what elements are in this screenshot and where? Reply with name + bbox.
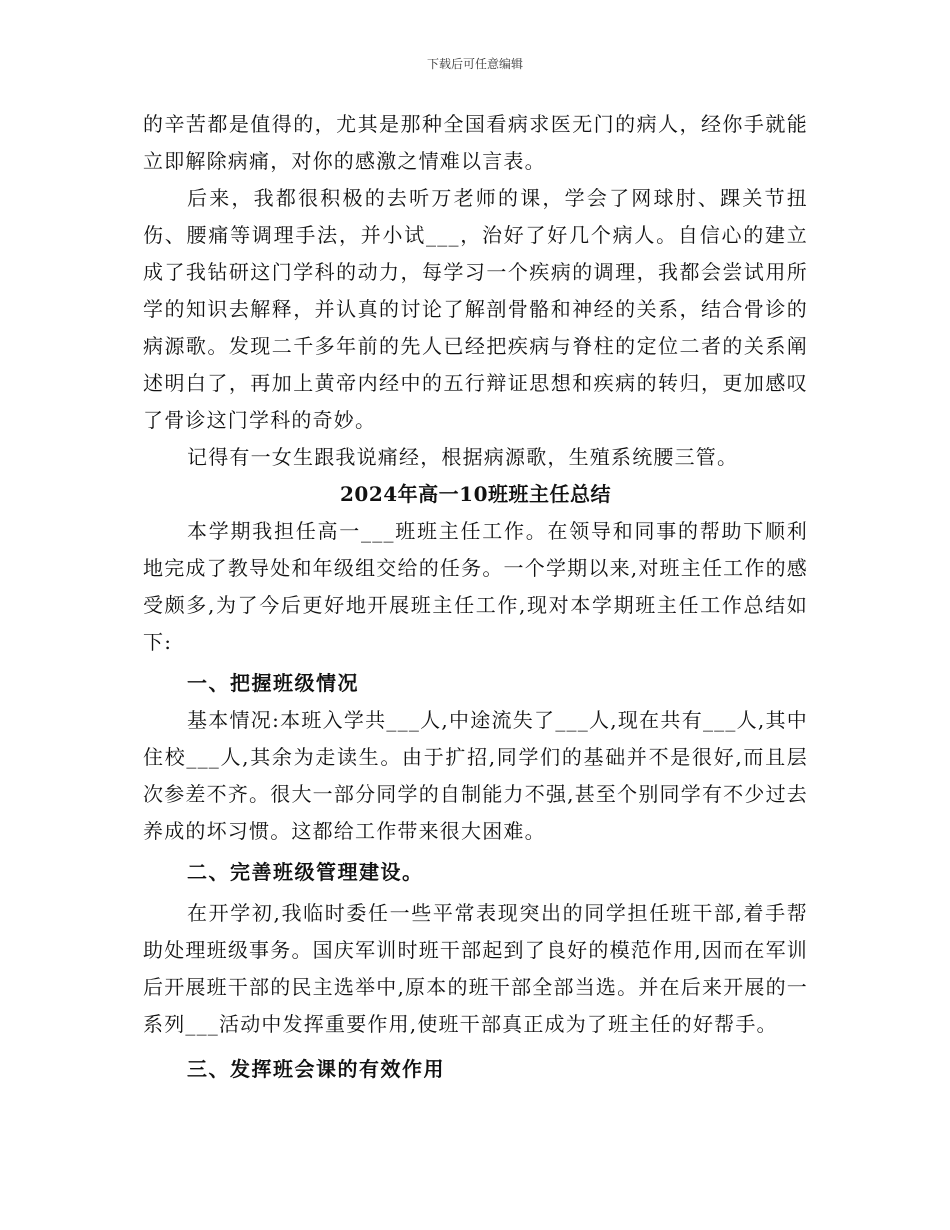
- document-body: [143, 106, 808, 1088]
- paragraph-4: 本学期我担任高一___班班主任工作。在领导和同事的帮助下顺利地完成了教导处和年级组交给的任务。一个学期以来,对班主任工作的感受颇多,为了今后更好地开展班主任工作,现对本学期班主任工作总结如下:: [143, 519, 808, 654]
- header-note: 下载后可任意编辑: [426, 57, 523, 71]
- paragraph-3: 记得有一女生跟我说痛经，根据病源歌，生殖系统腰三管。: [187, 445, 739, 469]
- section-heading-1: 一、把握班级情况: [187, 671, 359, 695]
- paragraph-5: 基本情况:本班入学共___人,中途流失了___人,现在共有___人,其中住校___人,其余为走读生。由于扩招,同学们的基础并不是很好,而且层次参差不齐。很大一部分同学的自制能力不强,甚至个别同学有不少过去养成的坏习惯。这都给工作带来很大困难。: [143, 708, 808, 843]
- paragraph-2: 后来，我都很积极的去听万老师的课，学会了网球肘、踝关节扭伤、腰痛等调理手法，并小试___，治好了好几个病人。自信心的建立成了我钻研这门学科的动力，每学习一个疾病的调理，我都会尝试用所学的知识去解释，并认真的讨论了解剖骨骼和神经的关系，结合骨诊的病源歌。发现二千多年前的先人已经把疾病与脊柱的定位二者的关系阐述明白了，再加上黄帝内经中的五行辩证思想和疾病的转归，更加感叹了骨诊这门学科的奇妙。: [143, 186, 808, 432]
- document-title: 2024年高一10班班主任总结: [340, 482, 611, 506]
- section-heading-3: 三、发挥班会课的有效作用: [187, 1057, 445, 1081]
- paragraph-6: 在开学初,我临时委任一些平常表现突出的同学担任班干部,着手帮助处理班级事务。国庆军训时班干部起到了良好的模范作用,因而在军训后开展班干部的民主选举中,原本的班干部全部当选。并在后来开展的一系列___活动中发挥重要作用,使班干部真正成为了班主任的好帮手。: [143, 901, 808, 1036]
- paragraph-1: 的辛苦都是值得的，尤其是那种全国看病求医无门的病人，经你手就能立即解除病痛，对你的感激之情难以言表。: [143, 112, 808, 173]
- section-heading-2: 二、完善班级管理建设。: [187, 860, 424, 884]
